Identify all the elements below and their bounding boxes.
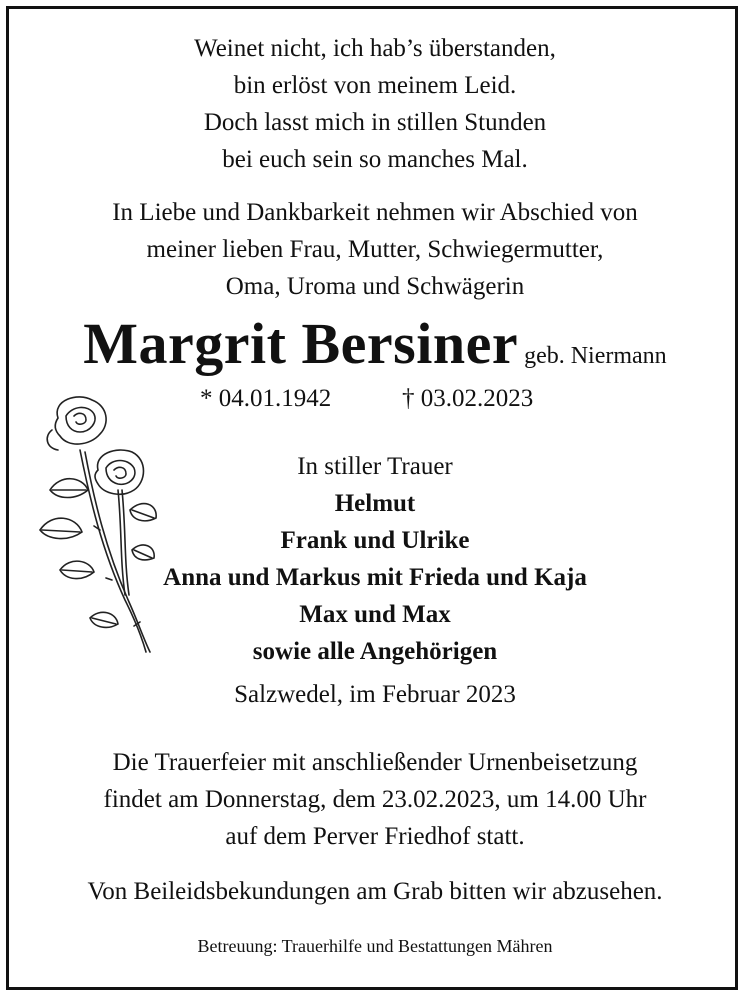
ceremony-info: [0, 744, 750, 855]
deceased-name-row: [0, 310, 750, 377]
intro-line: Oma, Uroma und Schwägerin: [225, 273, 525, 300]
mourner-name: Helmut: [334, 490, 416, 517]
intro-line: meiner lieben Frau, Mutter, Schwiegermutter,: [146, 236, 604, 263]
intro-text: [0, 194, 750, 305]
maiden-name: geb. Niermann: [524, 343, 667, 369]
ceremony-line: auf dem Perver Friedhof statt.: [225, 823, 525, 850]
mourners: [0, 448, 750, 670]
place-date-line: Salzwedel, im Februar 2023: [234, 681, 516, 708]
ceremony-line: Die Trauerfeier mit anschließender Urnenbeisetzung: [112, 749, 638, 776]
mourner-name: Anna und Markus mit Frieda und Kaja: [163, 564, 587, 591]
ceremony-line: findet am Donnerstag, dem 23.02.2023, um 14.00 Uhr: [103, 786, 647, 813]
intro-line: In Liebe und Dankbarkeit nehmen wir Abschied von: [112, 199, 638, 226]
place-date: [0, 676, 750, 713]
condolence-note: [0, 873, 750, 910]
poem-line: Weinet nicht, ich hab’s überstanden,: [194, 35, 556, 62]
mourner-name: Max und Max: [299, 601, 451, 628]
poem-line: Doch lasst mich in stillen Stunden: [203, 109, 547, 136]
poem-line: bin erlöst von meinem Leid.: [233, 72, 517, 99]
mourner-name: Frank und Ulrike: [280, 527, 470, 554]
condolence-line: Von Beileidsbekundungen am Grab bitten wir abzusehen.: [87, 878, 663, 905]
mourners-heading: In stiller Trauer: [297, 453, 453, 480]
birth-date: * 04.01.1942: [200, 385, 332, 412]
funeral-home-credit: Betreuung: Trauerhilfe und Bestattungen Mähren: [197, 936, 553, 956]
deceased-name: Margrit Bersiner: [83, 311, 519, 376]
poem: [0, 30, 750, 178]
poem-line: bei euch sein so manches Mal.: [222, 146, 528, 173]
death-date: † 03.02.2023: [402, 385, 534, 412]
mourner-name: sowie alle Angehörigen: [252, 638, 498, 665]
